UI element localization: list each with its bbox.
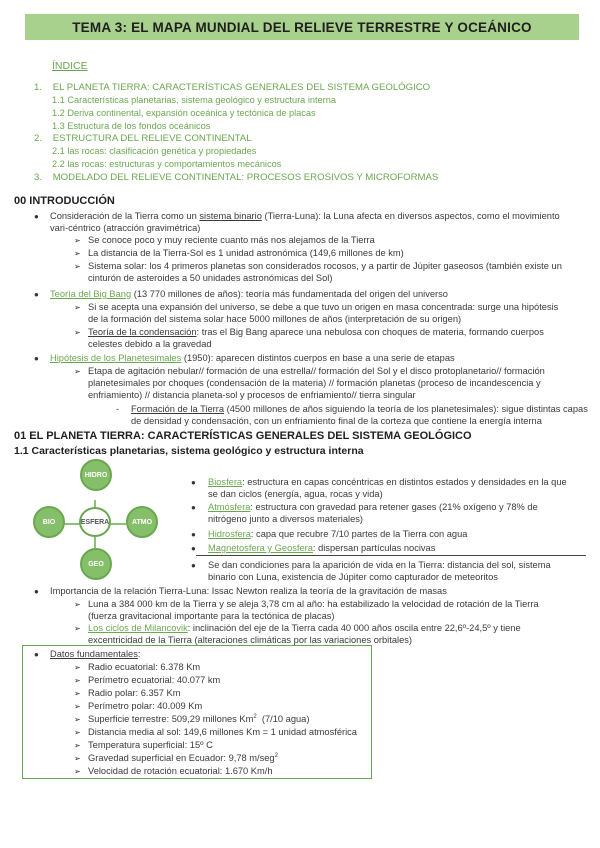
divider xyxy=(196,555,586,556)
data-item: Gravedad superficial en Ecuador: 9,78 m/seg$^2$ xyxy=(88,753,278,764)
bullet-icon: ● xyxy=(191,561,196,570)
arrow-bullet-icon: ➢ xyxy=(74,767,81,776)
arrow-bullet-icon: ➢ xyxy=(74,367,81,376)
life-conditions-text: binario con Luna, existencia de Júpiter como capturador de meteoritos xyxy=(208,572,498,582)
arrow-bullet-icon: ➢ xyxy=(74,663,81,672)
milankovitch-text: excentricidad de la Tierra (alteraciones climáticas por las variaciones orbitales) xyxy=(88,635,412,645)
data-item: Perímetro polar: 40.009 Km xyxy=(88,701,203,711)
arrow-bullet-icon: ➢ xyxy=(74,624,81,633)
toc-item-3: 3. MODELADO DEL RELIEVE CONTINENTAL: PROCESOS EROSIVOS Y MICROFORMAS xyxy=(34,172,439,183)
moon-distance-text: Luna a 384 000 km de la Tierra y se aleja 3,78 cm al año: ha estabilizado la velocidad de rotación de la Tierra xyxy=(88,599,539,609)
earth-formation: Formación de la Tierra (4500 millones de años siguiendo la teoría de los planetesimales): sigue distintas capas xyxy=(131,404,588,414)
biosphere-text: Biosfera: estructura en capas concéntricas en distintos estados y densidades en la que xyxy=(208,477,567,487)
intro-condensation: Teoría de la condensación: tras el Big Bang aparece una nebulosa con choques de materia, formando cuerpos xyxy=(88,327,544,337)
arrow-bullet-icon: ➢ xyxy=(74,715,81,724)
arrow-bullet-icon: ➢ xyxy=(74,689,81,698)
intro-sub-text: de la formación del sistema solar hace 5000 millones de años (interpretación de su origen) xyxy=(88,314,462,324)
intro-sub-text: enfriamiento) // distancia planeta-sol y procesos de enfriamiento// tierra singular xyxy=(88,390,416,400)
dash-bullet: - xyxy=(116,404,120,414)
toc-item-1-1: 1.1 Características planetarias, sistema geológico y estructura interna xyxy=(52,95,336,105)
toc-item-2-2: 2.2 las rocas: estructuras y comportamientos mecánicos xyxy=(52,159,282,169)
intro-sub-text: Se conoce poco y muy reciente cuanto más nos alejamos de la Tierra xyxy=(88,235,375,245)
bullet-icon: ● xyxy=(34,290,39,299)
hydrosphere-text: Hidrosfera: capa que recubre 7/10 partes de la Tierra con agua xyxy=(208,529,468,539)
atmosphere-text: Atmósfera: estructura con gravedad para retener gases (21% oxígeno y 78% de xyxy=(208,502,538,512)
bullet-icon: ● xyxy=(191,544,196,553)
toc-item-1-2: 1.2 Deriva continental, expansión oceánica y tectónica de placas xyxy=(52,108,316,118)
toc-item-2: 2. ESTRUCTURA DEL RELIEVE CONTINENTAL xyxy=(34,133,252,144)
toc-item-1: 1. EL PLANETA TIERRA: CARACTERÍSTICAS GENERALES DEL SISTEMA GEOLÓGICO xyxy=(34,82,431,93)
intro-sub-text: Si se acepta una expansión del universo, se debe a que tuvo un origen en masa concentrada: surge una hipótesis xyxy=(88,302,559,312)
sphere-text: nitrógeno junto a diversos materiales) xyxy=(208,514,364,524)
arrow-bullet-icon: ➢ xyxy=(74,754,81,763)
intro-sub-text: Sistema solar: los 4 primeros planetas son considerados rocosos, y a partir de Júpiter gaseosos (también existe un xyxy=(88,261,562,271)
bullet-icon: ● xyxy=(34,212,39,221)
toc-item-1-3: 1.3 Estructura de los fondos oceánicos xyxy=(52,121,211,131)
section-1-1-heading: 1.1 Características planetarias, sistema geológico y estructura interna xyxy=(14,445,364,457)
intro-sub-text: de densidad y condensación, con un enfriamiento final de la corteza que contiene la energía interna xyxy=(131,416,542,426)
arrow-bullet-icon: ➢ xyxy=(74,600,81,609)
bullet-icon: ● xyxy=(34,650,39,659)
intro-big-bang: Teoría del Big Bang (13 770 millones de años): teoría más fundamentada del origen del universo xyxy=(50,289,448,299)
intro-sub-text: cinturón de asteroides a 50 unidades astronómicas del Sol) xyxy=(88,273,333,283)
intro-sub-text: La distancia de la Tierra-Sol es 1 unidad astronómica (149,6 millones de km) xyxy=(88,248,404,258)
intro-binary-system: Consideración de la Tierra como un sistema binario (Tierra-Luna): la Luna afecta en diversos aspectos, como el movimiento xyxy=(50,211,560,221)
toc-heading: ÍNDICE xyxy=(52,60,88,72)
intro-heading: 00 INTRODUCCIÓN xyxy=(14,195,115,207)
moon-distance-text: (fuerza gravitacional importante para la tectónica de placas) xyxy=(88,611,335,621)
sphere-center-node: ESFERA xyxy=(79,507,111,537)
data-item: Superficie terrestre: 509,29 millones Km$^2$ (7/10 agua) xyxy=(88,714,310,725)
arrow-bullet-icon: ➢ xyxy=(74,728,81,737)
intro-planetesimals: Hipótesis de los Planetesimales (1950): aparecen distintos cuerpos en base a una serie de etapas xyxy=(50,353,455,363)
arrow-bullet-icon: ➢ xyxy=(74,676,81,685)
arrow-bullet-icon: ➢ xyxy=(74,702,81,711)
toc-item-2-1: 2.1 las rocas: clasificación genética y propiedades xyxy=(52,146,257,156)
hydrosphere-node: HIDRO xyxy=(80,459,112,491)
data-item: Temperatura superficial: 15º C xyxy=(88,740,213,750)
page-title: TEMA 3: EL MAPA MUNDIAL DEL RELIEVE TERRESTRE Y OCEÁNICO xyxy=(25,14,579,40)
bullet-icon: ● xyxy=(34,354,39,363)
intro-sub-text: celestes debido a la gravedad xyxy=(88,339,212,349)
arrow-bullet-icon: ➢ xyxy=(74,328,81,337)
biosphere-node: BIO xyxy=(33,506,65,538)
arrow-bullet-icon: ➢ xyxy=(74,249,81,258)
arrow-bullet-icon: ➢ xyxy=(74,303,81,312)
bullet-icon: ● xyxy=(34,587,39,596)
bullet-icon: ● xyxy=(191,530,196,539)
arrow-bullet-icon: ➢ xyxy=(74,262,81,271)
earth-moon-relation: Importancia de la relación Tierra-Luna: Issac Newton realiza la teoría de la gravitación de masas xyxy=(50,586,447,596)
intro-sub-text: Etapa de agitación nebular// formación de una estrella// formación del Sol y el disco protoplanetario// formación xyxy=(88,366,545,376)
section-1-heading: 01 EL PLANETA TIERRA: CARACTERÍSTICAS GENERALES DEL SISTEMA GEOLÓGICO xyxy=(14,430,472,442)
intro-binary-system-cont: vari-céntrico (atracción gravimétrica) xyxy=(50,223,201,233)
bullet-icon: ● xyxy=(191,503,196,512)
data-item: Velocidad de rotación ecuatorial: 1.670 Km/h xyxy=(88,766,273,776)
atmosphere-node: ATMO xyxy=(126,506,158,538)
arrow-bullet-icon: ➢ xyxy=(74,236,81,245)
life-conditions-text: Se dan condiciones para la aparición de vida en la Tierra: distancia del sol, sistema xyxy=(208,560,551,570)
data-item: Distancia media al sol: 149,6 millones Km = 1 unidad atmosférica xyxy=(88,727,357,737)
fundamental-data-heading: Datos fundamentales: xyxy=(50,649,141,659)
data-item: Radio ecuatorial: 6.378 Km xyxy=(88,662,201,672)
intro-sub-text: planetesimales por choques (condensación de la materia) // formación planetas (proceso de incandescencia y xyxy=(88,378,541,388)
data-item: Perímetro ecuatorial: 40.077 km xyxy=(88,675,221,685)
magnetosphere-text: Magnetosfera y Geosfera: dispersan partículas nocivas xyxy=(208,543,436,553)
geosphere-node: GEO xyxy=(80,548,112,580)
sphere-text: se dan ciclos (energía, agua, rocas y vida) xyxy=(208,489,383,499)
arrow-bullet-icon: ➢ xyxy=(74,741,81,750)
milankovitch-text: Los ciclos de Milancovik: inclinación del eje de la Tierra cada 40 000 años oscila entre 22,6º-24,5º y tiene xyxy=(88,623,521,633)
bullet-icon: ● xyxy=(191,478,196,487)
data-item: Radio polar: 6.357 Km xyxy=(88,688,181,698)
